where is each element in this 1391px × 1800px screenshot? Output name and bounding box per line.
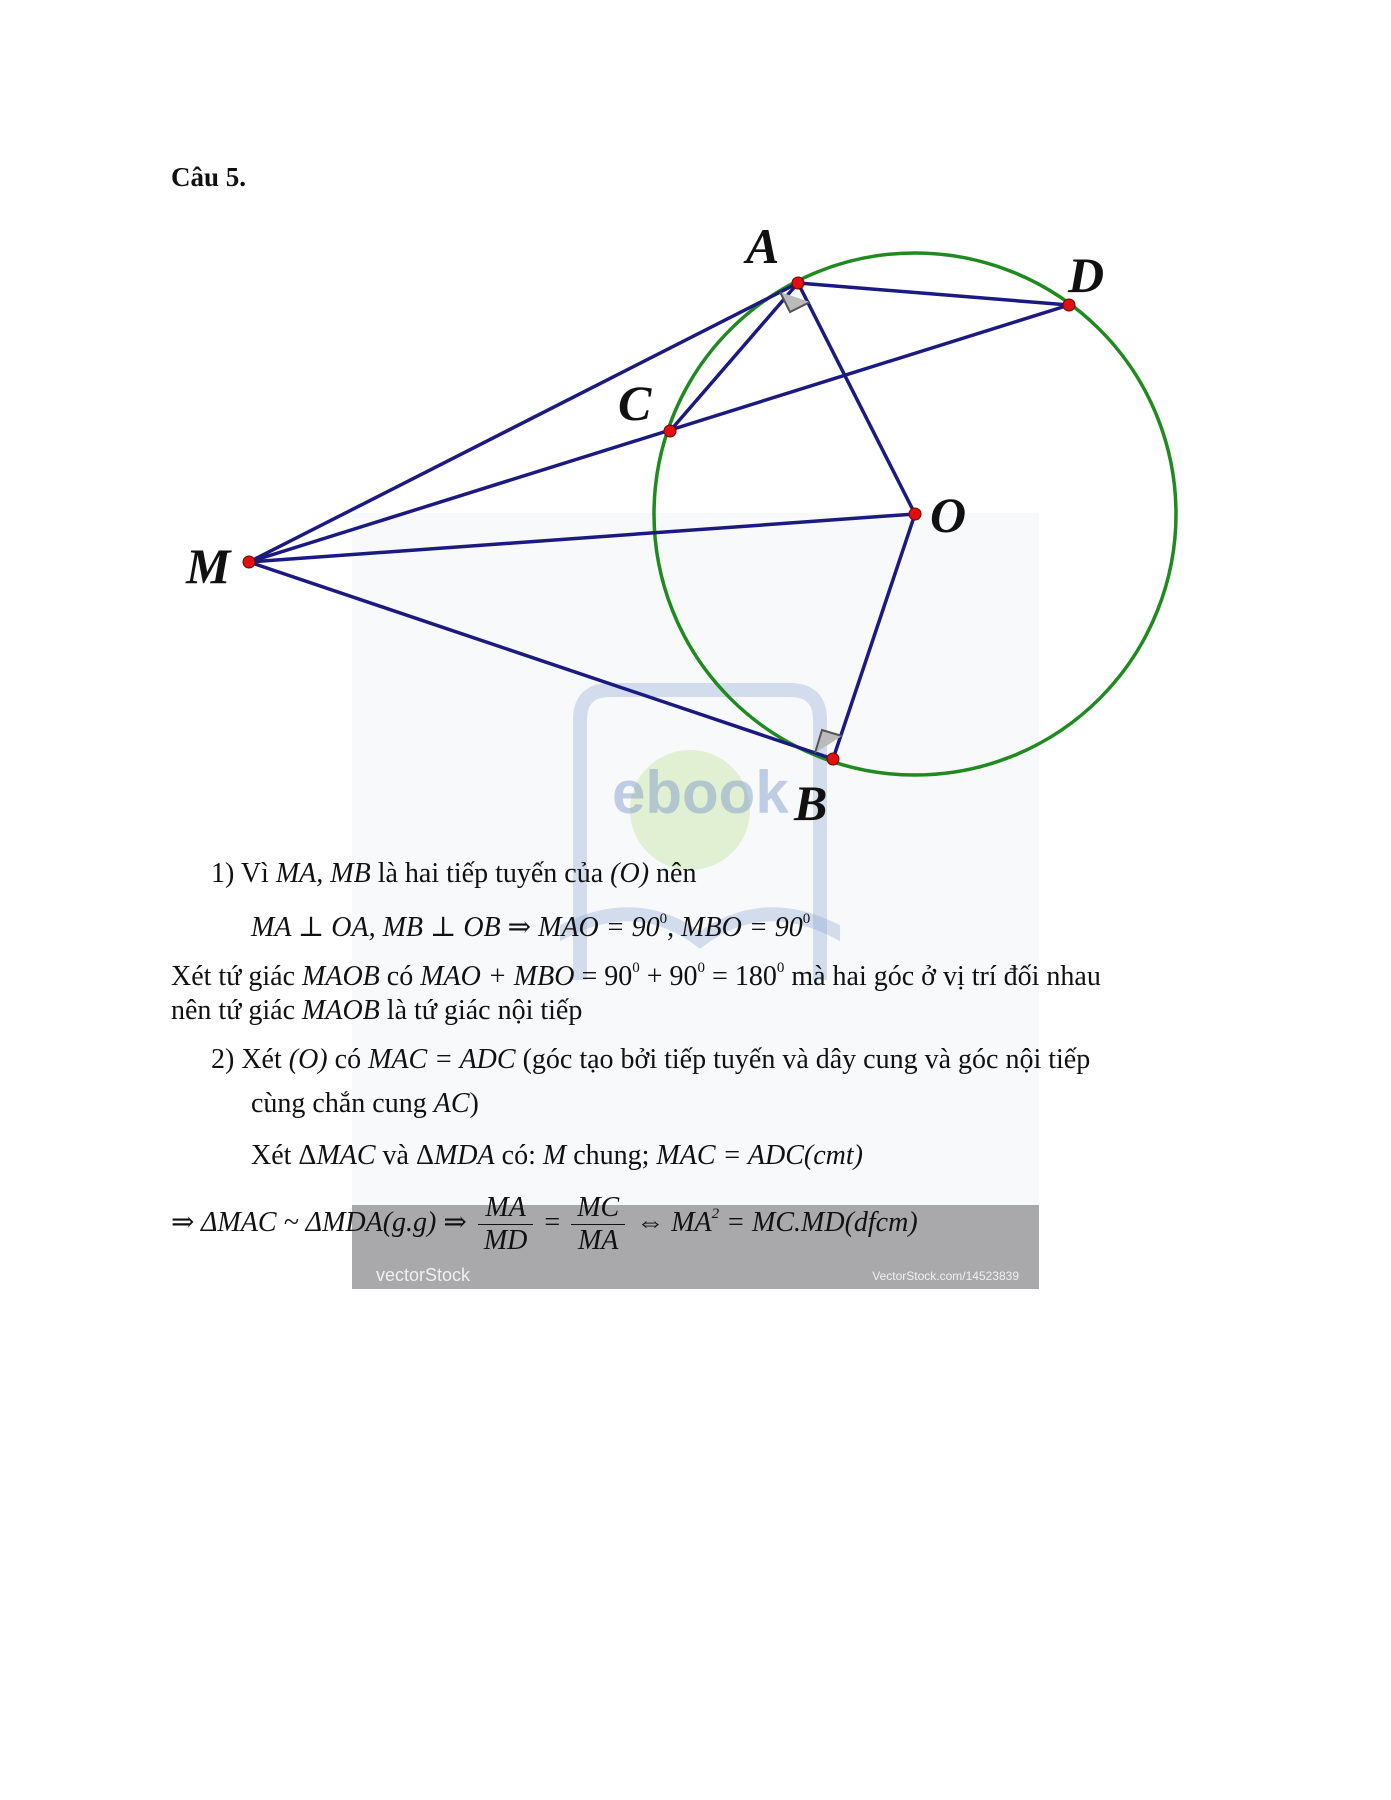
math-text: AC [433, 1088, 470, 1119]
superscript: 0 [632, 960, 640, 976]
text-segment: nên tứ giác [171, 995, 303, 1026]
math-text: MDA [433, 1140, 495, 1171]
ebook-watermark-text: ebook [612, 759, 789, 826]
segment-ad [798, 283, 1069, 305]
fraction-numerator: MA [478, 1192, 534, 1225]
segment-mo [249, 514, 915, 562]
text-segment: cùng chắn cung [251, 1088, 434, 1119]
label-d: D [1068, 247, 1105, 303]
text-segment: 1) Vì [211, 858, 276, 889]
superscript: 0 [697, 960, 706, 976]
label-m: M [186, 538, 231, 594]
text-segment: = 90 [574, 961, 633, 992]
text-segment: là hai tiếp tuyến của [370, 858, 611, 889]
text-segment: = 180 [705, 961, 777, 992]
segment-ob [833, 514, 915, 759]
text-segment: Xét Δ [251, 1140, 317, 1171]
math-text: MAO + MBO [420, 961, 575, 992]
fraction-numerator: MC [571, 1192, 625, 1225]
watermark-right-text: VectorStock.com/14523839 [872, 1269, 1019, 1283]
text-segment: có [327, 1044, 369, 1075]
math-text: MAOB [302, 961, 380, 992]
point-a [792, 277, 804, 289]
math-text: MAC = ADC [368, 1044, 516, 1075]
label-a: A [746, 218, 780, 274]
final-post-sup: 2 [711, 1205, 720, 1222]
superscript: 0 [776, 960, 785, 976]
question-title: Câu 5. [171, 162, 247, 192]
final-equation [171, 1192, 918, 1257]
fraction-denominator: MA [577, 1225, 619, 1256]
label-b: B [794, 775, 828, 831]
math-text: MAOB [302, 995, 380, 1026]
math-text: M [542, 1140, 567, 1171]
solution-line [251, 910, 810, 944]
text-segment: Xét tứ giác [171, 961, 303, 992]
final-post-b: = MC.MD(dfcm) [719, 1206, 918, 1238]
fraction-mc-ma [571, 1192, 625, 1257]
superscript: 0 [659, 911, 668, 927]
text-segment: có: [494, 1140, 543, 1171]
superscript: 0 [802, 911, 811, 927]
fraction-denominator: MD [483, 1225, 528, 1256]
final-post-a: ⇔ MA [636, 1206, 712, 1238]
text-segment: là tứ giác nội tiếp [379, 995, 583, 1026]
final-pre: ⇒ ΔMAC ~ ΔMDA(g.g) ⇒ [171, 1206, 467, 1238]
label-c: C [618, 375, 652, 431]
final-post [636, 1207, 917, 1238]
watermark-left-text: vectorStock [376, 1265, 471, 1285]
text-segment: + 90 [639, 961, 698, 992]
solution-line [171, 995, 582, 1027]
point-m [243, 556, 255, 568]
point-b [827, 753, 839, 765]
text-segment: chung; [566, 1140, 657, 1171]
text-segment: và Δ [375, 1140, 434, 1171]
math-text: , MBO = 90 [667, 912, 803, 943]
label-o: O [930, 487, 967, 543]
text-segment: (góc tạo bởi tiếp tuyến và dây cung và góc nội tiếp [515, 1044, 1091, 1075]
solution-line [211, 1044, 1090, 1076]
segment-ma [249, 283, 798, 562]
text-segment: nên [649, 858, 697, 889]
point-c [664, 425, 676, 437]
math-text: MAC = ADC(cmt) [656, 1140, 863, 1171]
equals-sign: = [544, 1206, 561, 1238]
segment-mb [249, 562, 833, 759]
solution-line [251, 1088, 479, 1120]
solution-line [251, 1140, 863, 1172]
solution-line [211, 858, 696, 890]
text-segment: 2) Xét [211, 1044, 289, 1075]
math-text: MA ⊥ OA, MB ⊥ OB ⇒ MAO = 90 [251, 912, 660, 943]
fraction-ma-md [478, 1192, 534, 1257]
math-text: MA, MB [275, 858, 371, 889]
text-segment: ) [469, 1088, 479, 1119]
math-text: (O) [610, 858, 650, 889]
point-o [909, 508, 921, 520]
solution-line [171, 961, 1101, 993]
math-text: MAC [316, 1140, 376, 1171]
segment-ao [798, 283, 915, 514]
math-text: (O) [288, 1044, 328, 1075]
text-segment: mà hai góc ở vị trí đối nhau [784, 961, 1101, 992]
text-segment: có [379, 961, 421, 992]
